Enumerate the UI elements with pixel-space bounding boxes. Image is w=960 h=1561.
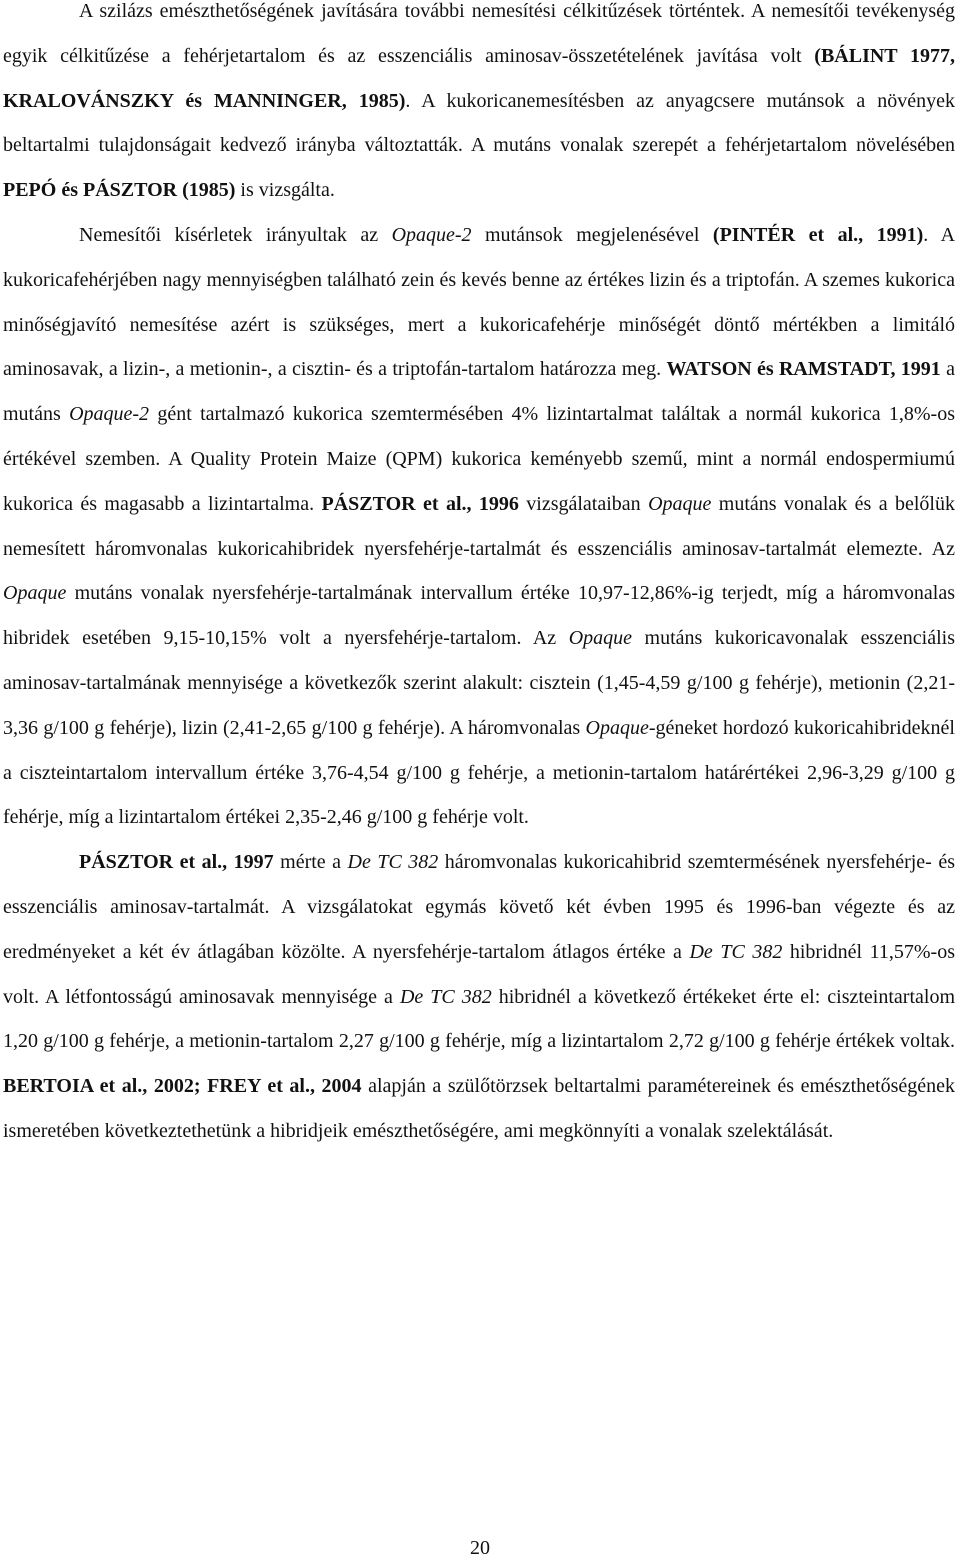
text-run: mérte a (273, 851, 348, 874)
text-run: is vizsgálta. (235, 179, 335, 202)
term-italic: Opaque (568, 627, 633, 650)
text-run: hibridnél a következő értékeket érte el: ciszteintartalom 1,20 g/100 g fehérje, a metionin-tartalom 2,27 g/100 g fehérje, míg a lizintartalom 2,72 g/100 g fehérje értékek voltak. (3, 985, 955, 1053)
text-run: alapján a szülőtörzsek beltartalmi paramétereinek és emészthetőségének ismeretében következtethetünk a hibridjeik emészthetőségére, ami megkönnyíti a vonalak szelektálását. (3, 1075, 955, 1142)
term-italic: Opaque-2 (391, 223, 472, 246)
citation-bold: PEPÓ és PÁSZTOR (1985) (3, 179, 236, 202)
text-run: mutáns kukoricavonalak esszenciális aminosav-tartalmának mennyisége a következők szerint alakult: cisztein (1,45-4,59 g/100 g fehérje), metionin (2,21-3,36 g/100 g fehérje), lizin (2,41-2,65 g/100 g fehérje). A háromvonalas (3, 627, 955, 739)
text-run: -géneket hordozó kukoricahibrideknél a ciszteintartalom intervallum értéke 3,76-4,54 g/100 g fehérje, a metionin-tartalom határértékei 2,96-3,29 g/100 g fehérje, míg a lizintartalom értékei 2,35-2,46 g/100 g fehérje volt. (3, 716, 955, 829)
text-run: Nemesítői kísérletek irányultak az (79, 223, 392, 246)
term-italic: Opaque (3, 582, 67, 605)
text-run: hibridnél 11,57%-os volt. A létfontosságú aminosavak mennyisége a (3, 940, 955, 1008)
document-page (3, 0, 955, 1154)
term-italic: Opaque (648, 492, 712, 515)
term-italic: De TC 382 (689, 940, 783, 963)
citation-bold: PÁSZTOR et al., 1996 (321, 492, 519, 515)
citation-bold: WATSON és RAMSTADT, 1991 (666, 358, 941, 381)
citation-bold: (BÁLINT 1977, KRALOVÁNSZKY és MANNINGER, 1985) (3, 44, 955, 112)
term-italic: Opaque-2 (69, 403, 150, 426)
page-number: 20 (470, 1537, 490, 1559)
body-text (3, 0, 955, 1154)
paragraph (3, 0, 955, 213)
text-run: mutáns vonalak nyersfehérje-tartalmának intervallum értéke 10,97-12,86%-ig terjedt, míg a háromvonalas hibridek esetében 9,15-10,15% volt a nyersfehérje-tartalom. Az (3, 582, 955, 650)
term-italic: De TC 382 (347, 851, 439, 874)
citation-bold: BERTOIA et al., 2002; FREY et al., 2004 (3, 1075, 362, 1098)
text-run: gént tartalmazó kukorica szemtermésében 4% lizintartalmat találtak a normál kukorica 1,8%-os értékével szemben. A Quality Protein Maize (QPM) kukorica keményebb szemű, mint a normál endospermiumú kukorica és magasabb a lizintartalma. (3, 403, 955, 515)
text-run: . A kukoricanemesítésben az anyagcsere mutánsok a növények beltartalmi tulajdonságait kedvező irányba változtatták. A mutáns vonalak szerepét a fehérjetartalom növelésében (3, 89, 956, 157)
text-run: . A kukoricafehérjében nagy mennyiségben található zein és kevés benne az értékes lizin és a triptofán. A szemes kukorica minőségjavító nemesítése azért is szükséges, mert a kukoricafehérje minőségét döntő mértékben a limitáló aminosavak, a lizin-, a metionin-, a cisztin- és a triptofán-tartalom határozza meg. (3, 223, 956, 381)
paragraph (3, 213, 955, 840)
text-run: A szilázs emészthetőségének javítására további nemesítési célkitűzések történtek. A nemesítői tevékenység egyik célkitűzése a fehérjetartalom és az esszenciális aminosav-összetételének javítása volt (3, 0, 955, 67)
paragraph (3, 840, 955, 1154)
text-run: mutánsok megjelenésével (471, 223, 713, 246)
term-italic: De TC 382 (399, 985, 492, 1008)
text-run: vizsgálataiban (518, 492, 649, 515)
text-run: háromvonalas kukoricahibrid szemtermésének nyersfehérje- és esszenciális aminosav-tartalmát. A vizsgálatokat egymás követő két évben 1995 és 1996-ban végezte és az eredményeket a két év átlagában közölte. A nyersfehérje-tartalom átlagos értéke a (3, 851, 955, 963)
citation-bold: (PINTÉR et al., 1991) (712, 223, 924, 246)
text-run: mutáns vonalak és a belőlük nemesített háromvonalas kukoricahibridek nyersfehérje-tartalmát és esszenciális aminosav-tartalmát elemezte. Az (3, 492, 955, 560)
text-run: a mutáns (3, 358, 955, 426)
citation-bold: PÁSZTOR et al., 1997 (79, 851, 274, 874)
term-italic: Opaque (585, 716, 649, 739)
